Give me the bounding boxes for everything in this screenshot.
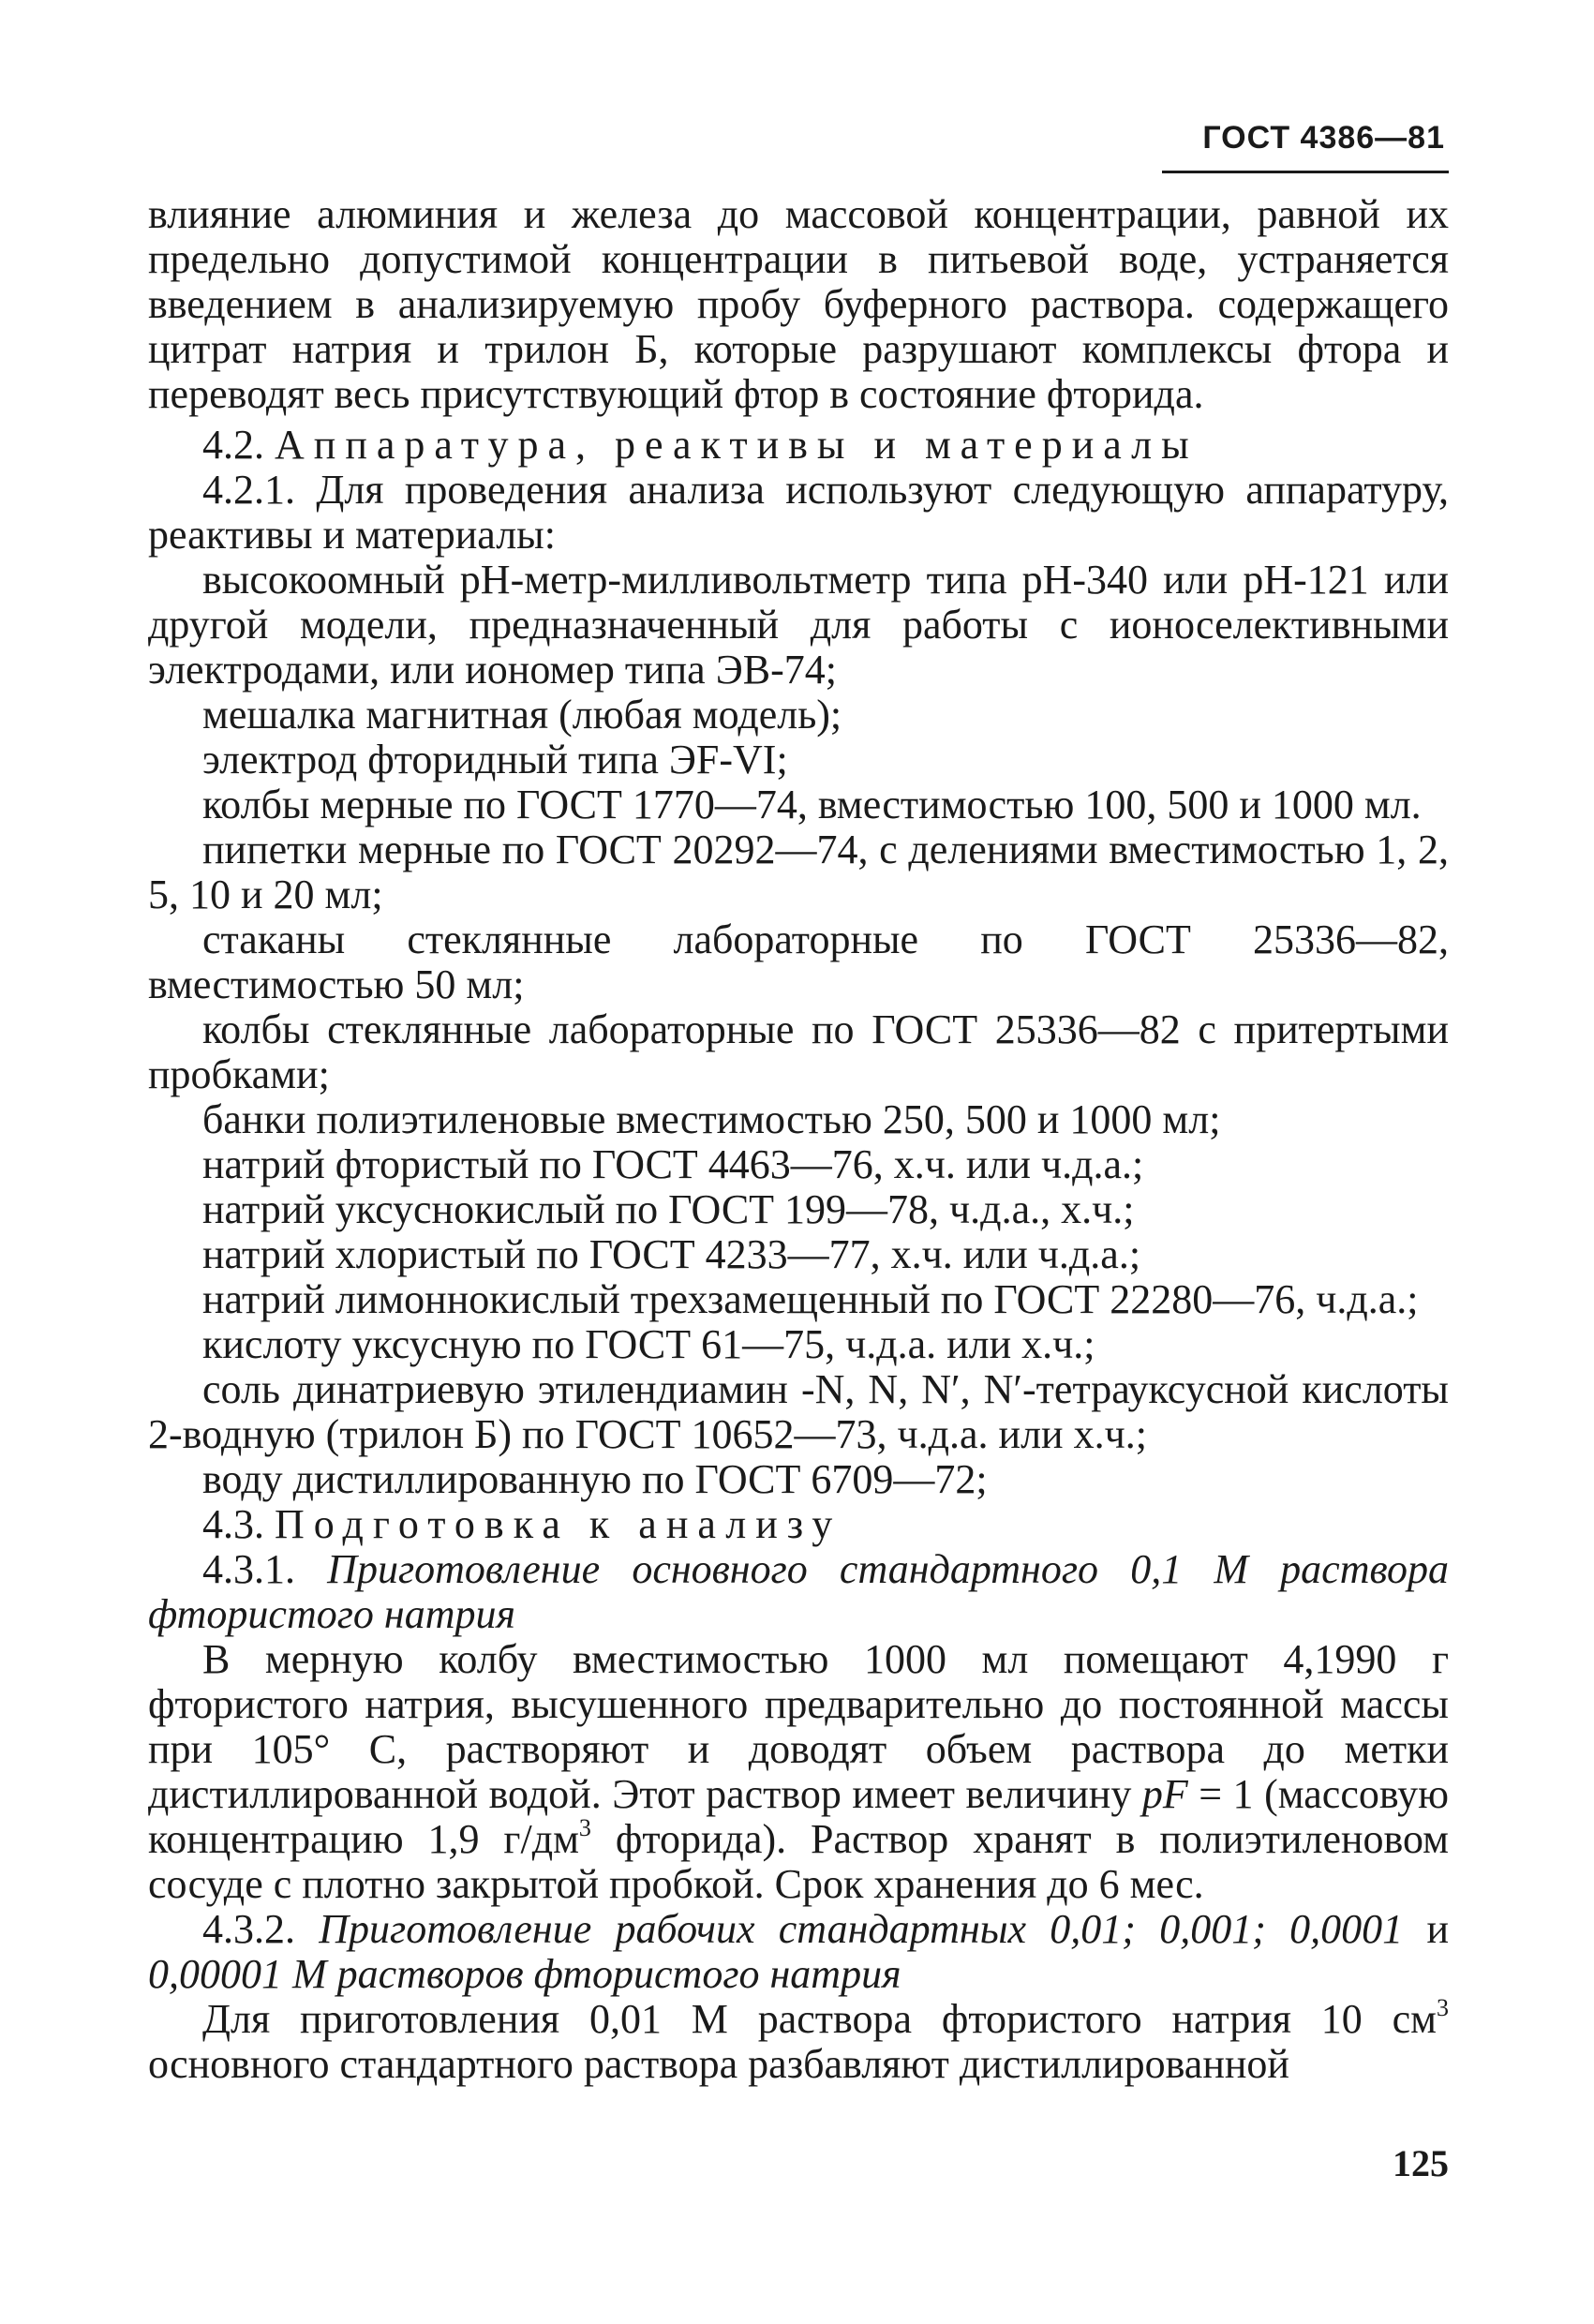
text-run: фторида). Раствор хранят в полиэтиленовом сосуде с плотно закрытой пробкой. Срок хранения до 6 мес.: [148, 1816, 1449, 1907]
subsection-number: 4.3.1.: [202, 1546, 295, 1592]
paragraph-4-3-2: [148, 1994, 1449, 2087]
list-item: банки полиэтиленовые вместимостью 250, 500 и 1000 мл;: [202, 1096, 1221, 1142]
text-run: = 1 (массовую концентрацию 1,9 г/дм: [148, 1771, 1449, 1862]
paragraph-interference: влияние алюминия и железа до массовой концентрации, равной их предельно допустимой концентрации в питьевой воде, устраняется введением в анализируемую пробу буферного раствора. содержащего цитрат натрия и трилон Б, которые разрушают комплексы фтора и переводят весь присутствующий фтор в состояние фторида.: [148, 191, 1449, 417]
section-heading-4-2: [148, 423, 1449, 468]
paragraph-4-3-1: [148, 1637, 1449, 1907]
section-title: Подготовка к анализу: [275, 1501, 842, 1547]
text-run: Для приготовления 0,01 М раствора фтористого натрия 10 см: [202, 1996, 1437, 2042]
list-item: пипетки мерные по ГОСТ 20292—74, с делениями вместимостью 1, 2, 5, 10 и 20 мл;: [148, 827, 1449, 917]
list-item: натрий лимоннокислый трехзамещенный по ГОСТ 22280—76, ч.д.а.;: [202, 1276, 1419, 1322]
subsection-title-a: Приготовление рабочих стандартных 0,01; 0,001; 0,0001: [319, 1906, 1404, 1952]
superscript: 3: [1437, 1994, 1449, 2022]
subsection-heading-4-3-2: [148, 1907, 1449, 1997]
list-item: натрий уксуснокислый по ГОСТ 199—78, ч.д.а., х.ч.;: [202, 1186, 1135, 1232]
list-item: воду дистиллированную по ГОСТ 6709—72;: [202, 1456, 988, 1502]
list-item: натрий фтористый по ГОСТ 4463—76, х.ч. или ч.д.а.;: [202, 1141, 1144, 1187]
subsection-title: Приготовление основного стандартного 0,1 М раствора фтористого натрия: [148, 1546, 1450, 1637]
list-item: натрий хлористый по ГОСТ 4233—77, х.ч. или ч.д.а.;: [202, 1231, 1141, 1277]
section-number: 4.3.: [202, 1501, 264, 1547]
pf-symbol: pF: [1141, 1771, 1188, 1817]
list-item: колбы стеклянные лабораторные по ГОСТ 25336—82 с притертыми пробками;: [148, 1006, 1449, 1097]
section-number: 4.2.: [202, 422, 264, 468]
standard-header: ГОСТ 4386—81: [1202, 120, 1445, 156]
conjunction: и: [1426, 1906, 1450, 1952]
section-title: Аппаратура, реактивы и материалы: [275, 422, 1199, 468]
text-run: В мерную колбу вместимостью 1000 мл помещают 4,1990 г фтористого натрия, высушенного предварительно до постоянной массы при 105° С, растворяют и доводят объем раствора до метки дистиллированной водой. Этот раствор имеет величину: [148, 1636, 1449, 1817]
list-item: колбы мерные по ГОСТ 1770—74, вместимостью 100, 500 и 1000 мл.: [202, 782, 1422, 827]
list-item: соль динатриевую этилендиамин -N, N, N′, N′-тетрауксусной кислоты 2-водную (трилон Б) по ГОСТ 10652—73, ч.д.а. или х.ч.;: [148, 1366, 1449, 1457]
page-number: 125: [1393, 2142, 1449, 2184]
list-item: кислоту уксусную по ГОСТ 61—75, ч.д.а. или х.ч.;: [202, 1321, 1095, 1367]
body-text: [148, 192, 1449, 2087]
text-run: основного стандартного раствора разбавляют дистиллированной: [148, 2041, 1289, 2087]
header-rule: [1162, 171, 1449, 173]
subsection-heading-4-3-1: [148, 1547, 1449, 1637]
list-item: электрод фторидный типа ЭF-VI;: [202, 737, 788, 782]
subsection-title-b: 0,00001 М растворов фтористого натрия: [148, 1951, 901, 1997]
subsection-number: 4.3.2.: [202, 1906, 295, 1952]
list-item: стаканы стеклянные лабораторные по ГОСТ 25336—82, вместимостью 50 мл;: [148, 916, 1449, 1007]
list-item: мешалка магнитная (любая модель);: [202, 692, 842, 737]
paragraph-4-2-1: 4.2.1. Для проведения анализа используют следующую аппаратуру, реактивы и материалы:: [148, 467, 1449, 558]
section-heading-4-3: [148, 1502, 1449, 1547]
list-item: высокоомный рН-метр-милливольтметр типа рН-340 или рН-121 или другой модели, предназначенный для работы с ионоселективными электродами, или иономер типа ЭВ-74;: [148, 557, 1449, 693]
superscript: 3: [578, 1814, 591, 1842]
